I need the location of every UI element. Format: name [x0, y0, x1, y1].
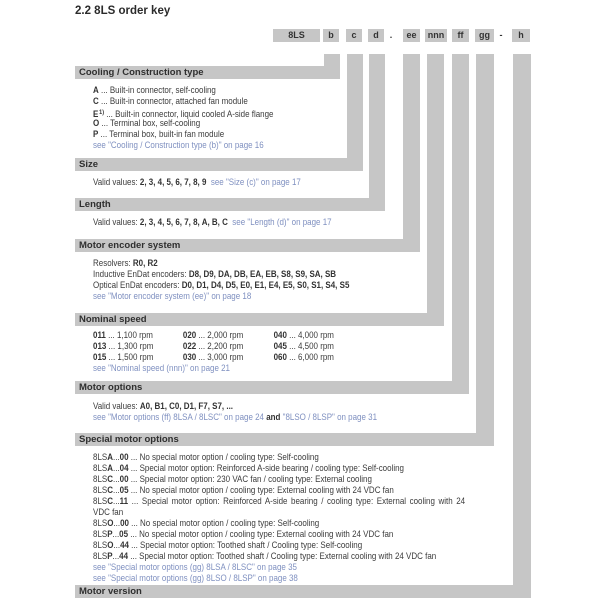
- speed-code: 022: [182, 341, 197, 352]
- label-text: Inductive EnDat encoders:: [93, 269, 189, 280]
- label-text: ... Special motor option: 230 VAC fan / cooling type: External cooling: [128, 474, 372, 485]
- label-text: ... Built-in connector, liquid cooled A-side flange: [104, 109, 274, 120]
- label-text: ...: [112, 452, 120, 463]
- section-title: Nominal speed: [79, 314, 147, 325]
- speed-table-cell: [274, 330, 334, 341]
- order-code-box-ff: ff: [452, 29, 469, 42]
- section-header-nominal-speed: [75, 313, 444, 326]
- speed-value: 2,200 rpm: [207, 341, 244, 352]
- speed-table-cell: [274, 341, 334, 352]
- section-line: [93, 363, 230, 374]
- label-text: Valid values:: [93, 401, 140, 412]
- label-text: 8LS: [93, 518, 108, 529]
- speed-code: 011: [93, 330, 106, 341]
- separator-text: ...: [196, 330, 208, 341]
- cross-reference-link[interactable]: see "Special motor options (gg) 8LSA / 8LSC" on page 35: [93, 562, 297, 573]
- label-text: 8LS: [93, 540, 108, 551]
- speed-table-cell: [93, 341, 153, 352]
- order-code-box-b: b: [323, 29, 339, 42]
- page-title: 2.2 8LS order key: [75, 5, 171, 17]
- label-text: ... Special motor option: Toothed shaft / Cooling type: Self-cooling: [128, 540, 363, 551]
- order-code-box-ee: ee: [403, 29, 420, 42]
- value-text: P: [107, 529, 113, 540]
- section-line: [93, 140, 273, 151]
- order-code-separator: .: [389, 30, 393, 40]
- connector-bar-special-motor-options: [476, 54, 494, 446]
- section-content-size: [93, 177, 301, 188]
- footnote-marker: 1): [99, 109, 105, 116]
- cross-reference-link[interactable]: see "Special motor options (gg) 8LSO / 8LSP" on page 38: [93, 573, 298, 584]
- label-text: ... No special motor option / cooling type: External cooling with 24 VDC fan: [128, 485, 394, 496]
- speed-code: 015: [93, 352, 107, 363]
- speed-value: 3,000 rpm: [207, 352, 244, 363]
- label-text: ... Special motor option: Reinforced A-side bearing / cooling type: Self-cooling: [128, 463, 404, 474]
- section-line: [93, 412, 377, 423]
- speed-code: 040: [273, 330, 287, 341]
- label-text: ...: [112, 496, 120, 507]
- section-content-length: [93, 217, 332, 228]
- value-text: A0, B1, C0, D1, F7, S7, ...: [139, 401, 234, 412]
- section-line: [93, 177, 301, 188]
- separator-text: ...: [196, 352, 208, 363]
- connector-bar-nominal-speed: [427, 54, 444, 326]
- speed-table-cell: [183, 341, 243, 352]
- separator-text: ...: [196, 341, 208, 352]
- section-header-motor-encoder-system: [75, 239, 420, 252]
- cross-reference-link[interactable]: see "Motor options (ff) 8LSA / 8LSC" on page 24: [93, 412, 264, 423]
- label-text: ... Terminal box, self-cooling: [99, 118, 201, 129]
- label-text: 8LS: [93, 474, 108, 485]
- value-text: A: [93, 85, 99, 96]
- section-content-nominal-speed: [93, 330, 334, 374]
- label-text: ...: [113, 518, 121, 529]
- label-text: ... Terminal box, built-in fan module: [98, 129, 225, 140]
- speed-value: 2,000 rpm: [207, 330, 244, 341]
- section-title: Size: [79, 159, 99, 170]
- section-line: [93, 129, 273, 140]
- label-text: ... Built-in connector, self-cooling: [98, 85, 216, 96]
- speed-code: 013: [93, 341, 107, 352]
- order-code-box-c: c: [346, 29, 362, 42]
- separator-text: ...: [106, 341, 118, 352]
- speed-value: 6,000 rpm: [298, 352, 334, 363]
- connector-bar-motor-encoder-system: [403, 54, 420, 252]
- label-text: Valid values:: [93, 177, 140, 188]
- speed-table-row: [93, 341, 334, 352]
- section-line: [93, 496, 465, 518]
- separator-text: ...: [106, 352, 118, 363]
- label-text: ...: [112, 474, 120, 485]
- section-line: [93, 562, 465, 573]
- separator-text: ...: [105, 330, 117, 341]
- speed-table-cell: [274, 352, 334, 363]
- order-code-box-h: h: [512, 29, 530, 42]
- speed-code: 020: [182, 330, 197, 341]
- separator-text: ...: [286, 352, 299, 363]
- cross-reference-link[interactable]: "8LSO / 8LSP" on page 31: [282, 412, 378, 423]
- section-line: [93, 291, 349, 302]
- section-header-special-motor-options: [75, 433, 494, 446]
- label-text: ... No special motor option / cooling type: Self-cooling: [128, 518, 320, 529]
- section-line: [93, 551, 465, 562]
- cross-reference-link[interactable]: see "Nominal speed (nnn)" on page 21: [93, 363, 230, 374]
- value-text: 44: [120, 540, 129, 551]
- label-text: 8LS: [93, 485, 108, 496]
- value-text: 44: [119, 551, 129, 562]
- value-text: 04: [119, 463, 129, 474]
- speed-table-cell: [93, 330, 153, 341]
- section-content-motor-options: [93, 401, 377, 423]
- speed-code: 060: [273, 352, 287, 363]
- label-text: 8LS: [93, 496, 108, 507]
- section-content-special-motor-options: [93, 452, 465, 584]
- speed-table-row: [93, 330, 334, 341]
- section-line: [93, 540, 465, 551]
- value-text: 00: [119, 452, 129, 463]
- section-header-size: [75, 158, 363, 171]
- section-header-motor-version: [75, 585, 531, 598]
- order-code-box-nnn: nnn: [425, 29, 447, 42]
- label-text: ... No special motor option / cooling type: External cooling with 24 VDC fan: [128, 529, 394, 540]
- value-text: A: [107, 463, 113, 474]
- speed-code: 030: [182, 352, 197, 363]
- label-text: Valid values:: [93, 217, 140, 228]
- section-line: [93, 96, 273, 107]
- connector-bar-motor-version: [513, 54, 531, 598]
- section-line: [93, 401, 377, 412]
- section-header-cooling-construction-type: [75, 66, 340, 79]
- label-text: ... Built-in connector, attached fan module: [98, 96, 248, 107]
- value-text: O: [93, 118, 100, 129]
- section-line: [93, 107, 273, 118]
- section-title: Cooling / Construction type: [79, 67, 204, 78]
- section-line: [93, 518, 465, 529]
- speed-table-cell: [183, 352, 243, 363]
- value-text: D8, D9, DA, DB, EA, EB, S8, S9, SA, SB: [188, 269, 337, 280]
- value-text: 2, 3, 4, 5, 6, 7, 8, A, B, C: [139, 217, 228, 228]
- label-text: ...: [112, 551, 120, 562]
- section-line: [93, 452, 465, 463]
- speed-code: 045: [273, 341, 287, 352]
- value-text: C: [93, 96, 99, 107]
- speed-table-row: [93, 352, 334, 363]
- section-title: Special motor options: [79, 434, 179, 445]
- section-line: [93, 573, 465, 584]
- value-text: A: [107, 452, 113, 463]
- value-text: 2, 3, 4, 5, 6, 7, 8, 9: [139, 177, 207, 188]
- section-content-motor-encoder-system: [93, 258, 349, 302]
- section-title: Length: [79, 199, 111, 210]
- section-header-length: [75, 198, 385, 211]
- label-text: 8LS: [93, 452, 108, 463]
- value-text: 05: [119, 485, 129, 496]
- value-text: P: [107, 551, 113, 562]
- speed-table-cell: [183, 330, 243, 341]
- label-text: ...: [112, 485, 120, 496]
- section-line: [93, 474, 465, 485]
- value-text: P: [93, 129, 99, 140]
- section-line: [93, 485, 465, 496]
- value-text: C: [107, 496, 113, 507]
- section-line: [93, 529, 465, 540]
- value-text: 11: [119, 496, 129, 507]
- label-text: ...: [113, 540, 121, 551]
- separator-text: ...: [286, 330, 299, 341]
- cross-reference-link[interactable]: see "Length (d)" on page 17: [232, 217, 332, 228]
- value-text: and: [263, 412, 283, 423]
- section-header-motor-options: [75, 381, 469, 394]
- section-line: [93, 280, 349, 291]
- order-code-separator: -: [499, 30, 503, 40]
- connector-bar-size: [347, 54, 363, 171]
- section-title: Motor version: [79, 586, 142, 597]
- connector-bar-motor-options: [452, 54, 469, 394]
- label-text: ...: [112, 529, 120, 540]
- order-code-box-gg: gg: [475, 29, 494, 42]
- section-line: [93, 258, 349, 269]
- value-text: O: [107, 518, 114, 529]
- speed-value: 4,500 rpm: [298, 341, 334, 352]
- value-text: C: [107, 474, 113, 485]
- value-text: 00: [119, 474, 129, 485]
- section-title: Motor encoder system: [79, 240, 181, 251]
- speed-value: 1,500 rpm: [117, 352, 154, 363]
- section-line: [93, 85, 273, 96]
- label-text: 8LS: [93, 529, 108, 540]
- value-text: 05: [119, 529, 129, 540]
- label-text: ... No special motor option / cooling type: Self-cooling: [128, 452, 319, 463]
- cross-reference-link[interactable]: see "Motor encoder system (ee)" on page 18: [93, 291, 252, 302]
- section-line: [93, 269, 349, 280]
- value-text: D0, D1, D4, D5, E0, E1, E4, E5, S0, S1, S4, S5: [181, 280, 350, 291]
- speed-value: 4,000 rpm: [298, 330, 334, 341]
- label-text: Resolvers:: [93, 258, 133, 269]
- value-text: R0, R2: [132, 258, 158, 269]
- cross-reference-link[interactable]: see "Size (c)" on page 17: [210, 177, 301, 188]
- section-title: Motor options: [79, 382, 143, 393]
- label-text: 8LS: [93, 551, 108, 562]
- section-line: [93, 463, 465, 474]
- value-text: O: [107, 540, 114, 551]
- label-text: 8LS: [93, 463, 108, 474]
- value-text: 00: [120, 518, 129, 529]
- value-text: C: [107, 485, 113, 496]
- label-text: ... Special motor option: Toothed shaft / Cooling type: External cooling with 24 VDC fan: [128, 551, 437, 562]
- order-code-box-d: d: [368, 29, 384, 42]
- speed-table-cell: [93, 352, 153, 363]
- value-text: E: [93, 109, 99, 120]
- section-content-cooling-construction-type: [93, 85, 273, 151]
- label-text: ...: [112, 463, 120, 474]
- section-line: [93, 217, 332, 228]
- label-text: ... Special motor option: Reinforced A-side bearing / cooling type: External cooling with 24 VDC fan: [93, 496, 466, 518]
- speed-value: 1,100 rpm: [116, 330, 153, 341]
- label-text: Optical EnDat encoders:: [93, 280, 182, 291]
- speed-value: 1,300 rpm: [117, 341, 154, 352]
- separator-text: ...: [286, 341, 299, 352]
- order-code-box-8LS: 8LS: [273, 29, 320, 42]
- connector-bar-length: [369, 54, 385, 211]
- cross-reference-link[interactable]: see "Cooling / Construction type (b)" on page 16: [93, 140, 264, 151]
